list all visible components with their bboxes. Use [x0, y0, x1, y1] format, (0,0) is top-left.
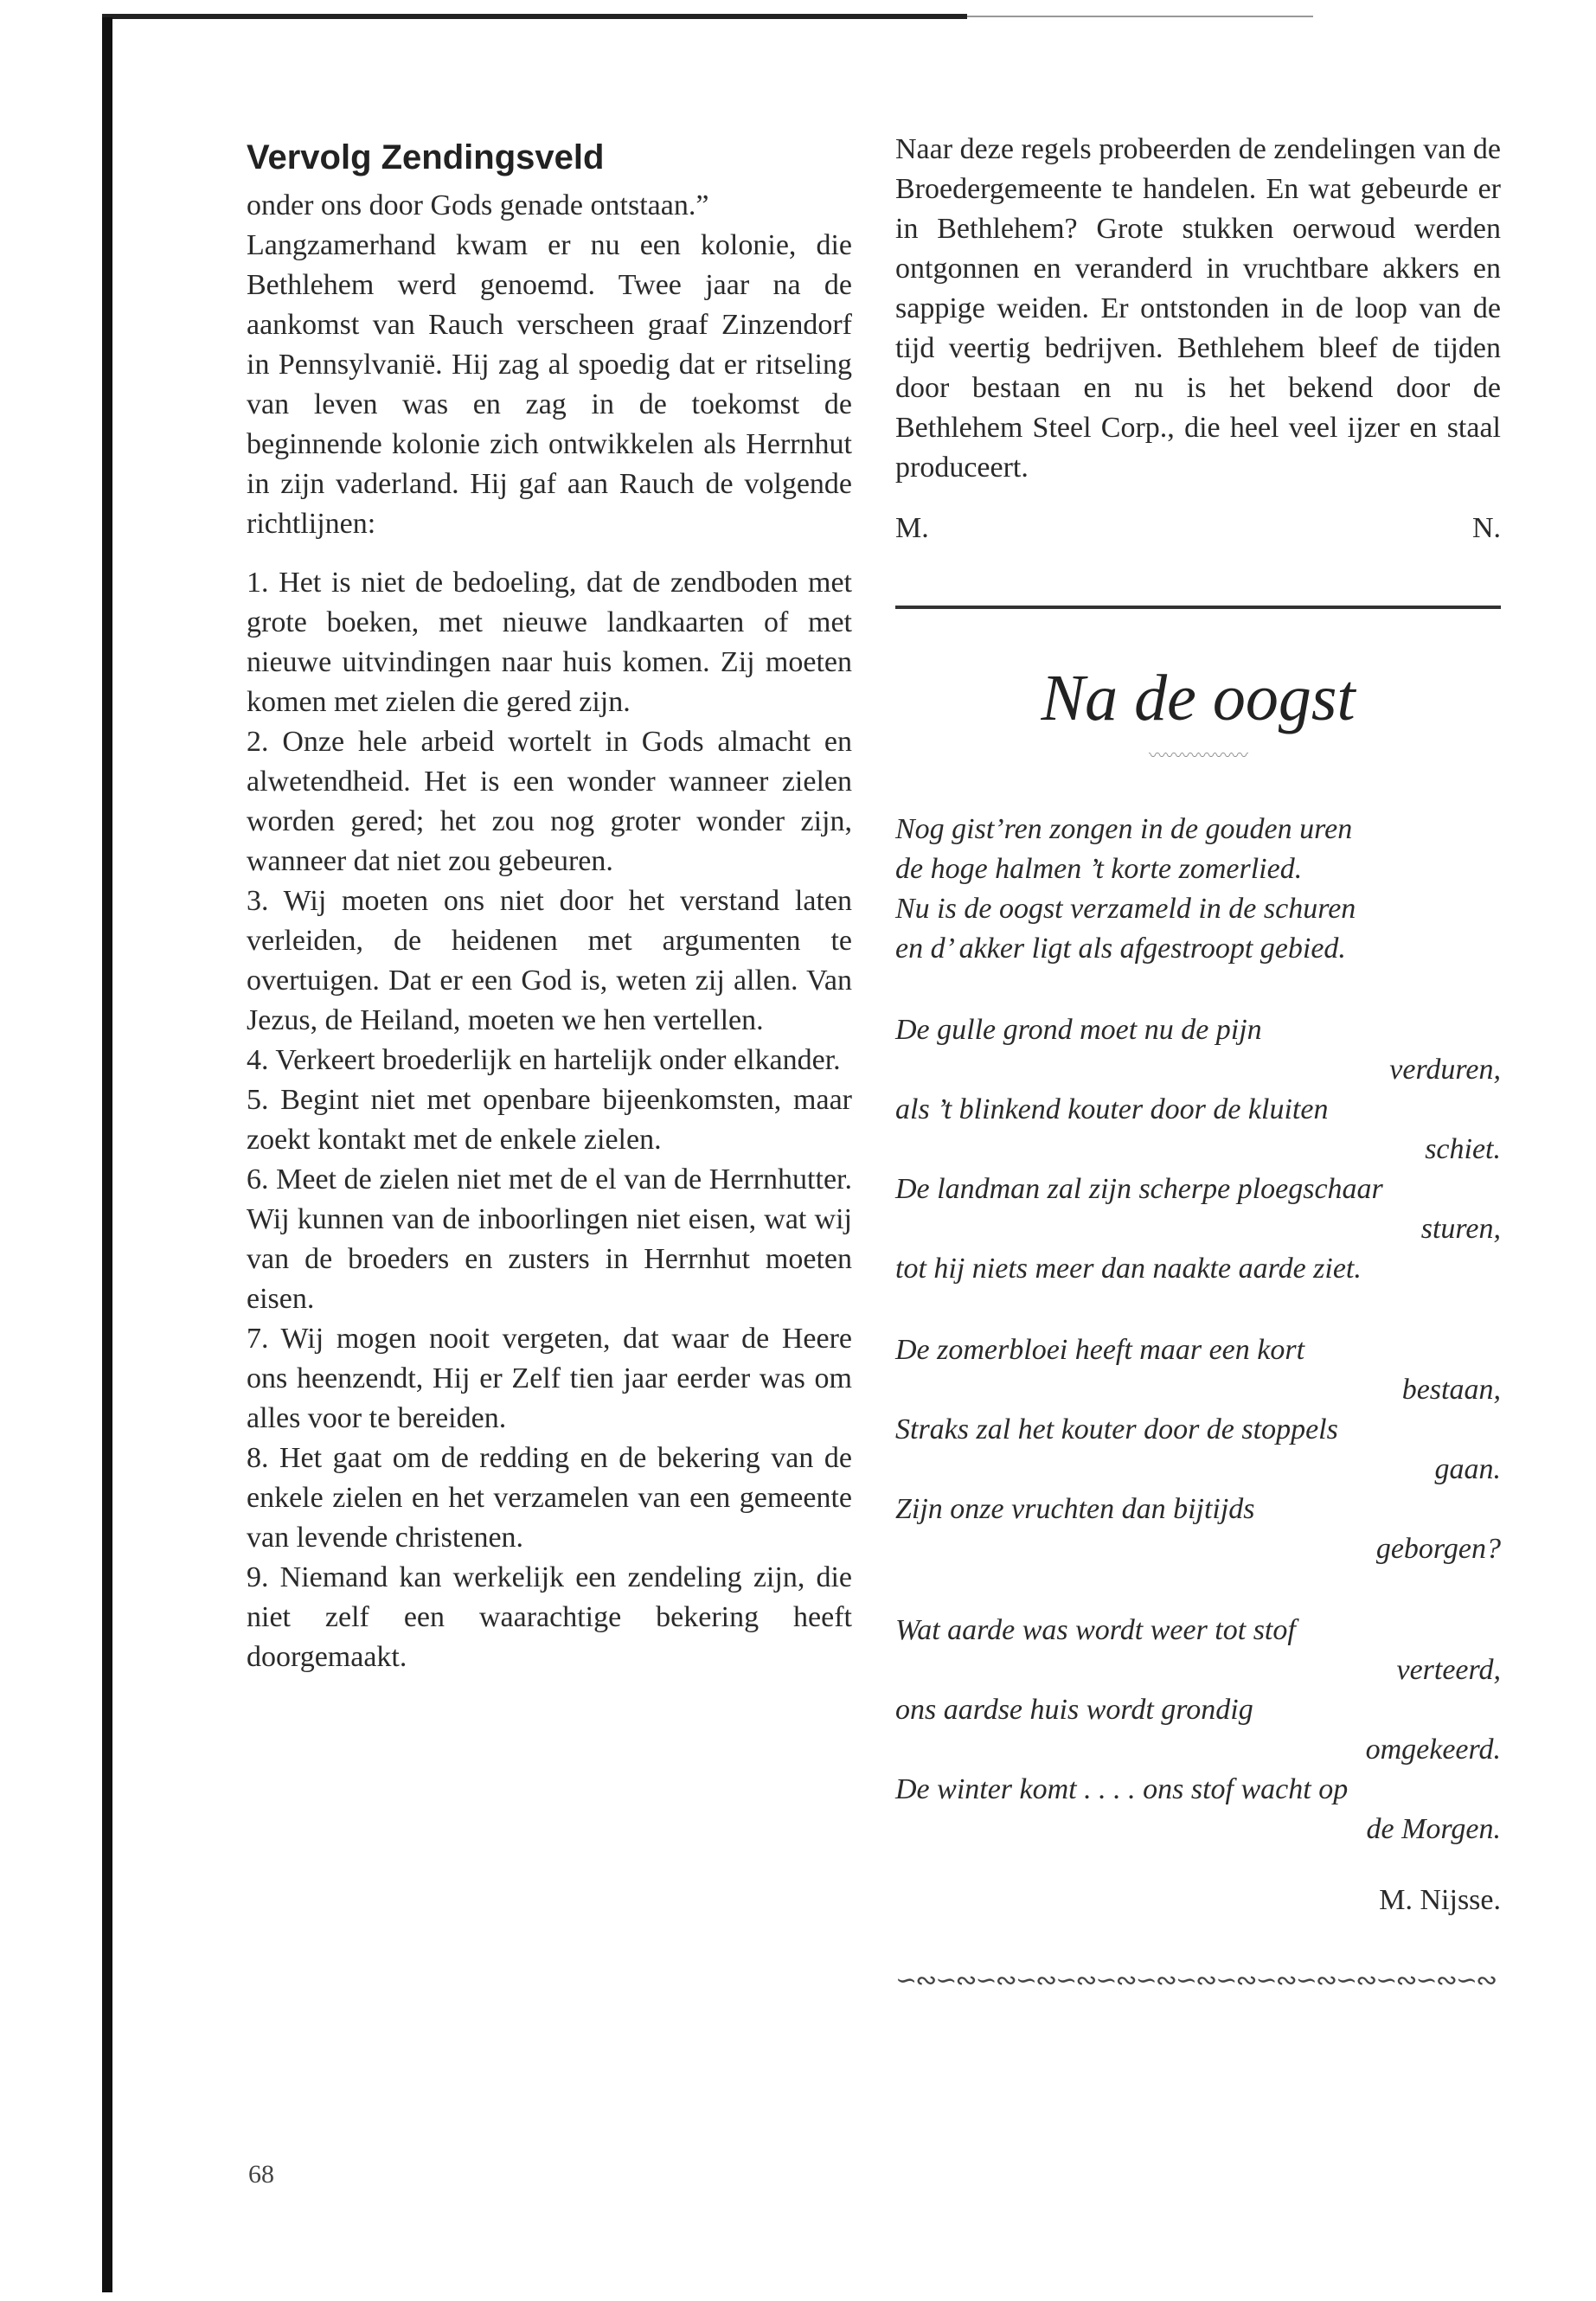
intro-paragraph: Langzamerhand kwam er nu een kolonie, die Bethlehem werd genoemd. Twee jaar na de aankomst van Rauch verscheen graaf Zinzendorf in Pennsylvanië. Hij zag al spoedig dat er ritseling van leven was en zag in de toekomst de beginnende kolonie zich ontwikkelen als Herrnhut in zijn vaderland. Hij gaf aan Rauch de volgende richtlijnen: — [247, 229, 852, 540]
poem-line: De landman zal zijn scherpe ploegschaar — [895, 1173, 1383, 1205]
poem-line-continuation: verteerd, — [1396, 1654, 1501, 1686]
poem-line-continuation: bestaan, — [1401, 1374, 1501, 1406]
section-divider — [895, 606, 1501, 609]
guideline-item: 6. Meet de zielen niet met de el van de Herrnhutter. Wij kunnen van de inboorlingen niet eisen, wat wij van de broeders en zusters in Herrnhut moeten eisen. — [247, 1163, 852, 1315]
guideline-item: 4. Verkeert broederlijk en hartelijk onder elkander. — [247, 1044, 841, 1076]
guidelines-list — [247, 563, 852, 1677]
section-header: Vervolg Zendingsveld — [247, 138, 605, 176]
poem-line: ons aardse huis wordt grondig — [895, 1694, 1253, 1726]
signature-initial-right: N. — [1471, 512, 1501, 544]
guideline-item: 7. Wij mogen nooit vergeten, dat waar de Heere ons heenzendt, Hij er Zelf tien jaar eerder was om alles voor te bereiden. — [247, 1323, 852, 1434]
poem-line-continuation: sturen, — [1420, 1213, 1501, 1245]
poem-line-continuation: omgekeerd. — [1365, 1734, 1501, 1766]
scan-top-edge — [102, 14, 967, 19]
poem-line: De gulle grond moet nu de pijn — [895, 1014, 1262, 1046]
poem-line-continuation: verduren, — [1389, 1054, 1501, 1086]
poem-line: Straks zal het kouter door de stoppels — [895, 1413, 1338, 1445]
guideline-item: 1. Het is niet de bedoeling, dat de zendboden met grote boeken, met nieuwe landkaarten of met nieuwe uitvindingen naar huis komen. Zij moeten komen met zielen die gered zijn. — [247, 567, 852, 718]
guideline-item: 5. Begint niet met openbare bijeenkomsten, maar zoekt kontakt met de enkele zielen. — [247, 1084, 852, 1156]
poem-line: Nog gist’ren zongen in de gouden uren — [895, 813, 1353, 845]
poem-line-continuation: de Morgen. — [1366, 1813, 1501, 1845]
guideline-item: 2. Onze hele arbeid wortelt in Gods almacht en alwetendheid. Het is een wonder wanneer zielen worden gered; het zou nog groter wonder zijn, wanneer dat niet zou gebeuren. — [247, 726, 852, 877]
poem-author: M. Nijsse. — [1379, 1884, 1501, 1916]
poem-line-continuation: geborgen? — [1375, 1533, 1501, 1565]
intro-paragraph: onder ons door Gods genade ontstaan.” — [247, 189, 709, 221]
poem-stanza — [895, 1330, 1501, 1569]
poem-line-continuation: gaan. — [1434, 1453, 1501, 1485]
signature-initial-left: M. — [895, 512, 929, 544]
poem-stanza — [895, 1010, 1501, 1289]
scan-top-edge-thin — [967, 16, 1313, 17]
guideline-item: 9. Niemand kan werkelijk een zendeling zijn, die niet zelf een waarachtige bekering heeft doorgemaakt. — [247, 1561, 852, 1673]
poem-line: tot hij niets meer dan naakte aarde ziet. — [895, 1253, 1362, 1285]
title-ornament-icon: 〰〰〰〰〰〰 — [1149, 747, 1247, 766]
decorative-border-icon: ∽∾∽∾∽∾∽∾∽∾∽∾∽∾∽∾∽∾∽∾∽∾∽∾∽∾∽∾∽∾ — [895, 1966, 1497, 1995]
poem-line: de hoge halmen ’t korte zomerlied. — [895, 853, 1303, 885]
poem-line: Wat aarde was wordt weer tot stof — [895, 1614, 1296, 1646]
poem-line: als ’t blinkend kouter door de kluiten — [895, 1093, 1329, 1125]
scan-left-edge — [102, 17, 112, 2292]
poem-line: De zomerbloei heeft maar een kort — [895, 1334, 1305, 1366]
poem-stanza — [895, 1611, 1501, 1849]
poem-stanza — [895, 810, 1501, 969]
guideline-item: 8. Het gaat om de redding en de bekering van de enkele zielen en het verzamelen van een gemeente van levende christenen. — [247, 1442, 852, 1554]
poem-line: Zijn onze vruchten dan bijtijds — [895, 1493, 1255, 1525]
left-column — [247, 138, 852, 1677]
right-column — [895, 130, 1501, 1996]
continuation-paragraph: Naar deze regels probeerden de zendelingen van de Broedergemeente te handelen. En wat gebeurde er in Bethlehem? Grote stukken oerwoud werden ontgonnen en veranderd in vruchtbare akkers en sappige weiden. Er ontstonden in de loop van de tijd veertig bedrijven. Bethlehem bleef de tijden door bestaan en nu is het bekend door de Bethlehem Steel Corp., die heel veel ijzer en staal produceert. — [895, 133, 1501, 484]
poem-line: Nu is de oogst verzameld in de schuren — [895, 893, 1356, 925]
poem-line: en d’ akker ligt als afgestroopt gebied. — [895, 933, 1346, 965]
poem-line: De winter komt . . . . ons stof wacht op — [895, 1773, 1349, 1805]
poem-title: Na de oogst — [1041, 662, 1356, 734]
article-signature — [895, 512, 1501, 545]
page-number: 68 — [248, 2160, 274, 2189]
guideline-item: 3. Wij moeten ons niet door het verstand laten verleiden, de heidenen met argumenten te overtuigen. Dat er een God is, weten zij allen. Van Jezus, de Heiland, moeten we hen vertellen. — [247, 885, 852, 1036]
poem-line-continuation: schiet. — [1425, 1133, 1501, 1165]
